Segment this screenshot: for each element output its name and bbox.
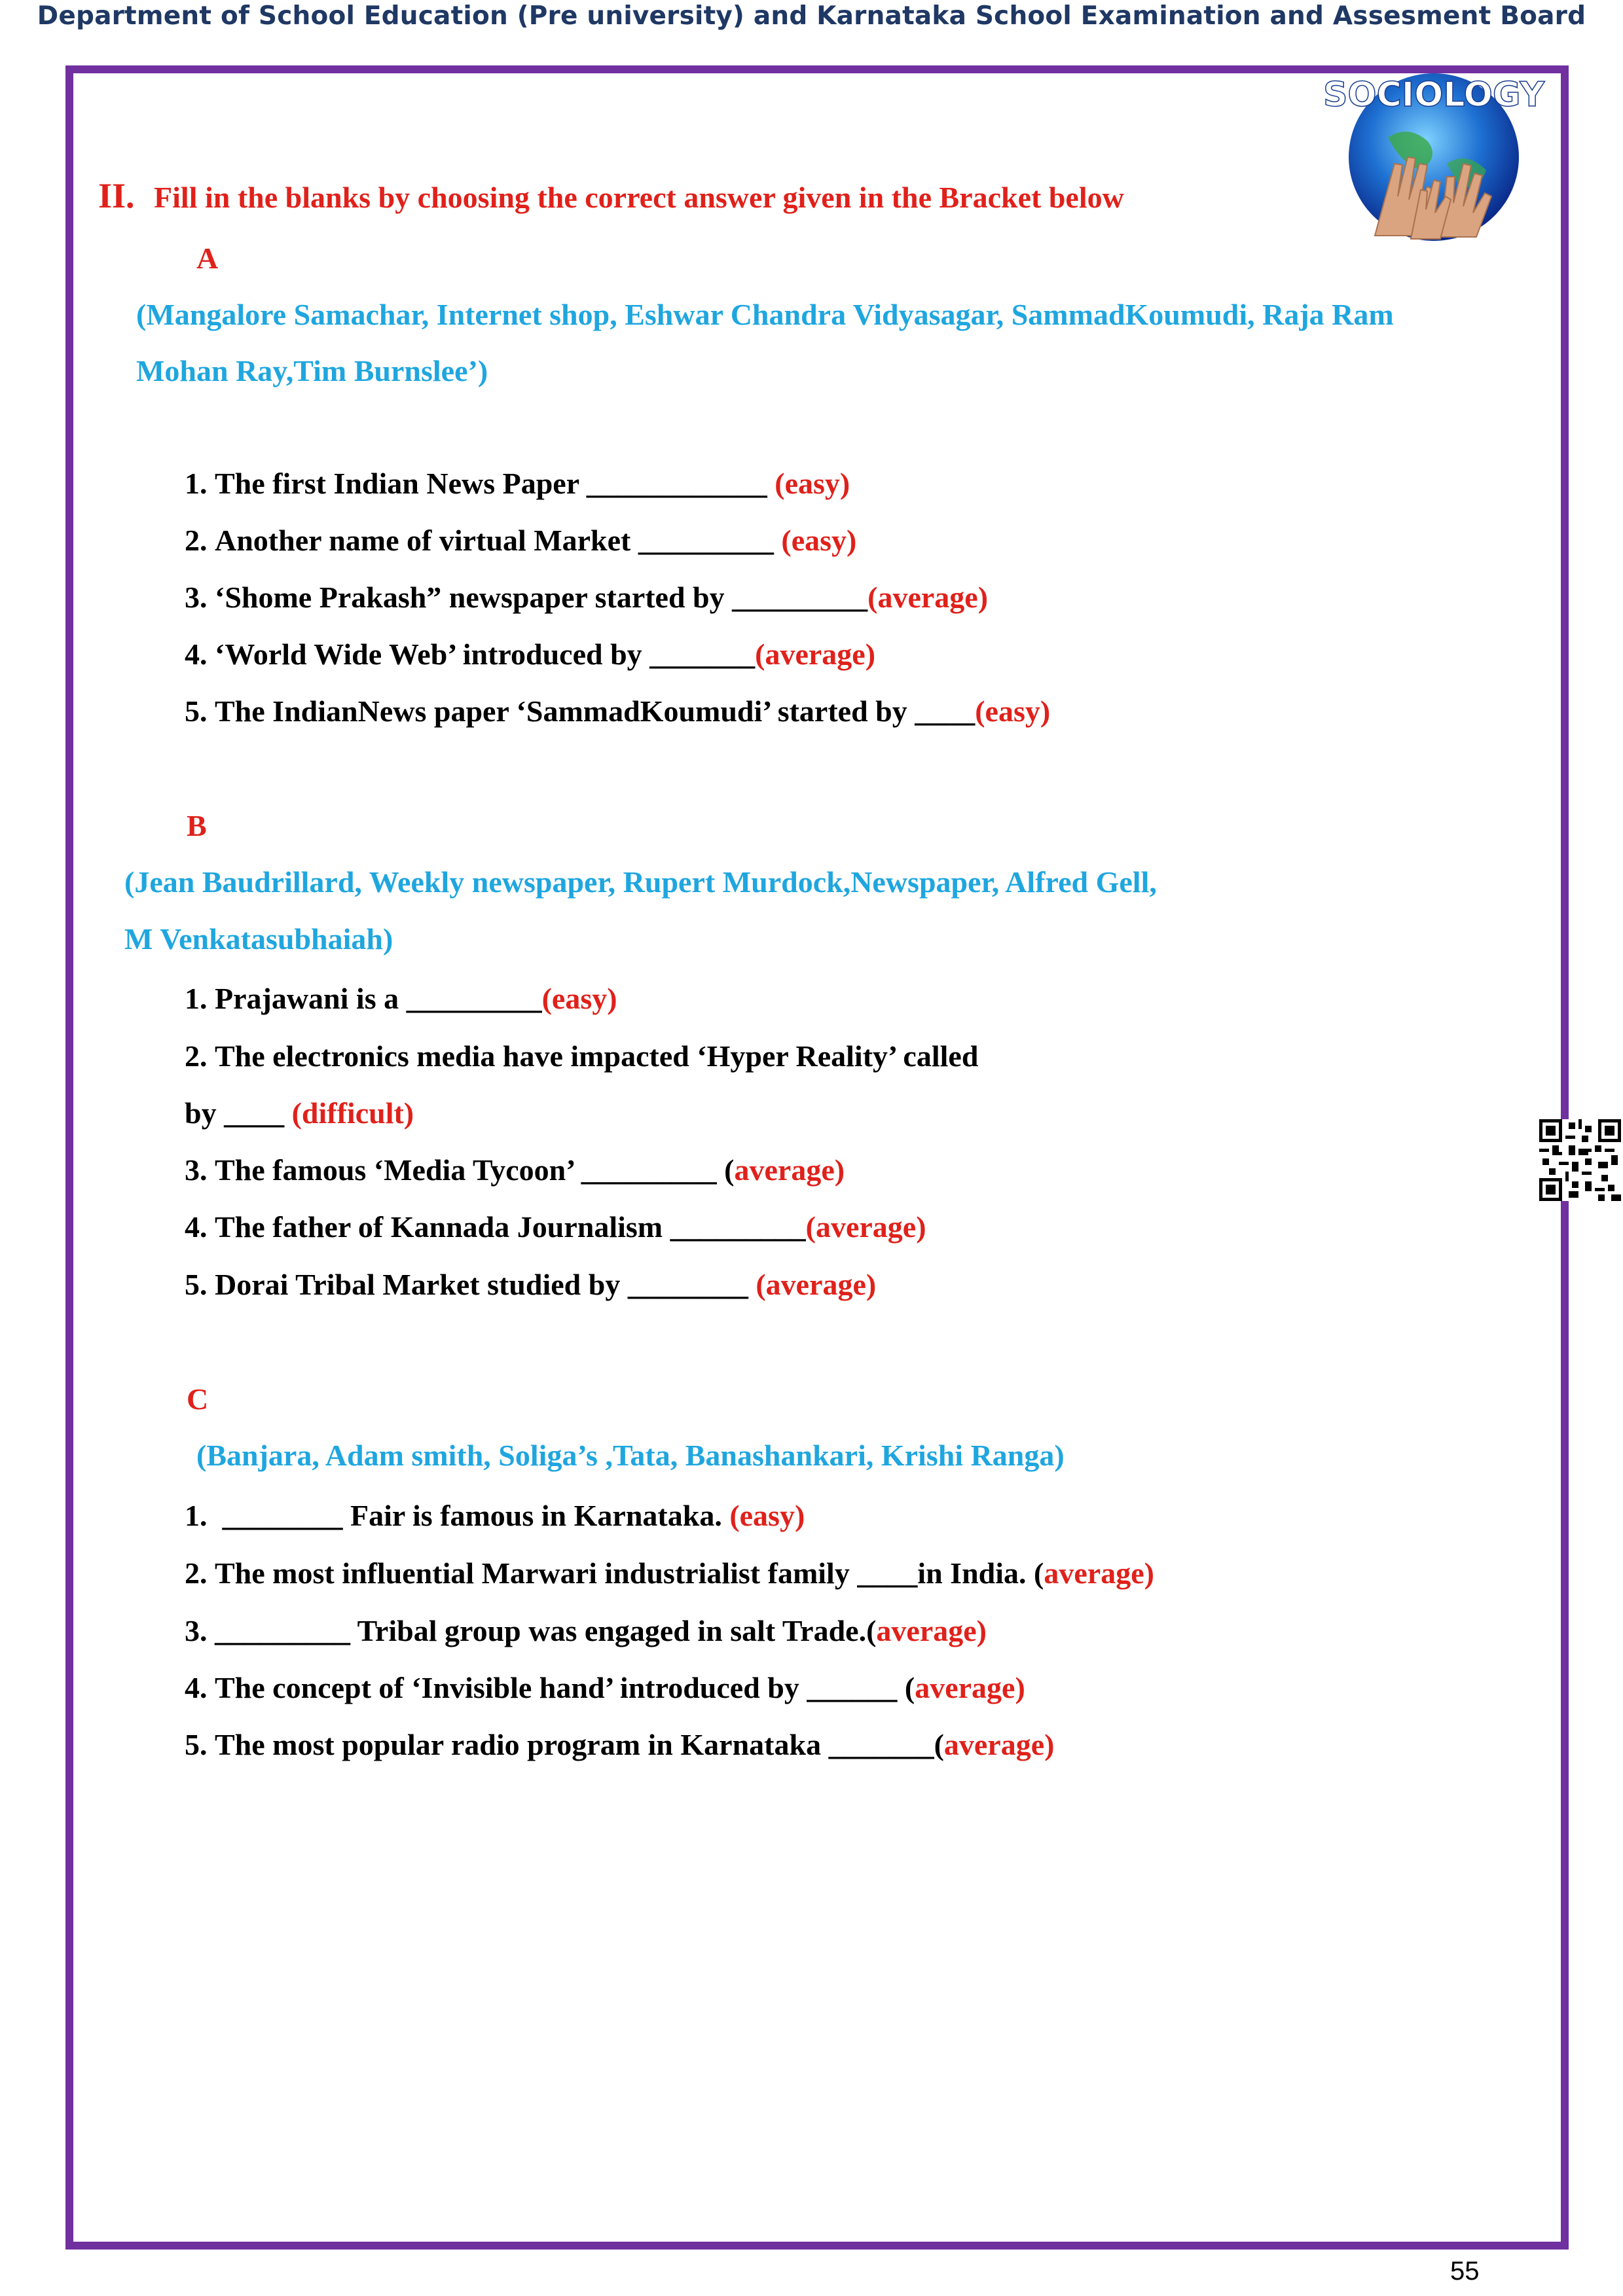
difficulty-label: (easy) xyxy=(781,524,857,557)
part-b-options-line2: M Venkatasubhaiah) xyxy=(124,922,393,956)
difficulty-label: (average) xyxy=(755,637,876,671)
part-b-question-4: 4. The father of Kannada Journalism _________(average) xyxy=(185,1210,926,1244)
part-b-question-2-continued: by ____ (difficult) xyxy=(185,1096,414,1130)
part-b-question-1: 1. Prajawani is a _________(easy) xyxy=(185,982,617,1015)
difficulty-label: (difficult) xyxy=(291,1096,414,1130)
difficulty-label: average) xyxy=(734,1153,845,1187)
page-header: Department of School Education (Pre university) and Karnataka School Examination and Assesment Board xyxy=(37,1,1586,31)
part-a-question-4: 4. ‘World Wide Web’ introduced by _______(average) xyxy=(185,637,876,671)
part-b-options-line1: (Jean Baudrillard, Weekly newspaper, Rupert Murdock,Newspaper, Alfred Gell, xyxy=(124,865,1157,899)
part-b-question-5: 5. Dorai Tribal Market studied by ________ (average) xyxy=(185,1268,877,1301)
difficulty-label: average) xyxy=(876,1614,987,1647)
difficulty-label: average) xyxy=(1044,1556,1154,1590)
part-c-label: C xyxy=(187,1382,209,1416)
qr-code[interactable] xyxy=(1539,1119,1621,1201)
part-b-question-2: 2. The electronics media have impacted ‘Hyper Reality’ called xyxy=(185,1039,979,1073)
part-c-options-line1: (Banjara, Adam smith, Soliga’s ,Tata, Banashankari, Krishi Ranga) xyxy=(196,1439,1065,1472)
part-a-question-1: 1. The first Indian News Paper ____________ (easy) xyxy=(185,467,850,500)
part-c-question-2: 2. The most influential Marwari industrialist family ____in India. (average) xyxy=(185,1556,1154,1590)
part-c-question-1: 1. ________ Fair is famous in Karnataka. (easy) xyxy=(185,1499,805,1532)
difficulty-label: (easy) xyxy=(775,467,850,500)
difficulty-label: (average) xyxy=(805,1210,926,1244)
difficulty-label: (easy) xyxy=(541,982,617,1015)
logo-text: SOCIOLOGY xyxy=(1322,75,1545,115)
part-a-question-3: 3. ‘Shome Prakash” newspaper started by _________(average) xyxy=(185,581,989,614)
part-a-options-line1: (Mangalore Samachar, Internet shop, Eshwar Chandra Vidyasagar, SammadKoumudi, Raja Ram xyxy=(136,298,1394,331)
difficulty-label: (average) xyxy=(867,581,989,614)
page-number: 55 xyxy=(1450,2257,1480,2286)
difficulty-label: (average) xyxy=(756,1268,877,1301)
sociology-logo xyxy=(1322,65,1545,245)
section-instruction: Fill in the blanks by choosing the correct answer given in the Bracket below xyxy=(154,181,1124,214)
section-numeral: II. xyxy=(98,176,135,215)
difficulty-label: (easy) xyxy=(975,694,1051,728)
part-b-question-3: 3. The famous ‘Media Tycoon’ _________ (average) xyxy=(185,1153,845,1187)
part-c-question-4: 4. The concept of ‘Invisible hand’ introduced by ______ (average) xyxy=(185,1671,1025,1704)
part-a-question-2: 2. Another name of virtual Market _________ (easy) xyxy=(185,524,857,557)
part-c-question-3: 3. _________ Tribal group was engaged in salt Trade.(average) xyxy=(185,1614,987,1647)
part-a-label: A xyxy=(196,242,219,275)
difficulty-label: (easy) xyxy=(729,1499,805,1532)
part-c-question-5: 5. The most popular radio program in Karnataka _______(average) xyxy=(185,1728,1055,1761)
difficulty-label: average) xyxy=(915,1671,1025,1704)
part-b-label: B xyxy=(187,809,207,842)
difficulty-label: average) xyxy=(943,1728,1055,1761)
section-heading xyxy=(98,178,1124,213)
part-a-question-5: 5. The IndianNews paper ‘SammadKoumudi’ started by ____(easy) xyxy=(185,694,1051,728)
part-a-options-line2: Mohan Ray,Tim Burnslee’) xyxy=(136,354,488,387)
